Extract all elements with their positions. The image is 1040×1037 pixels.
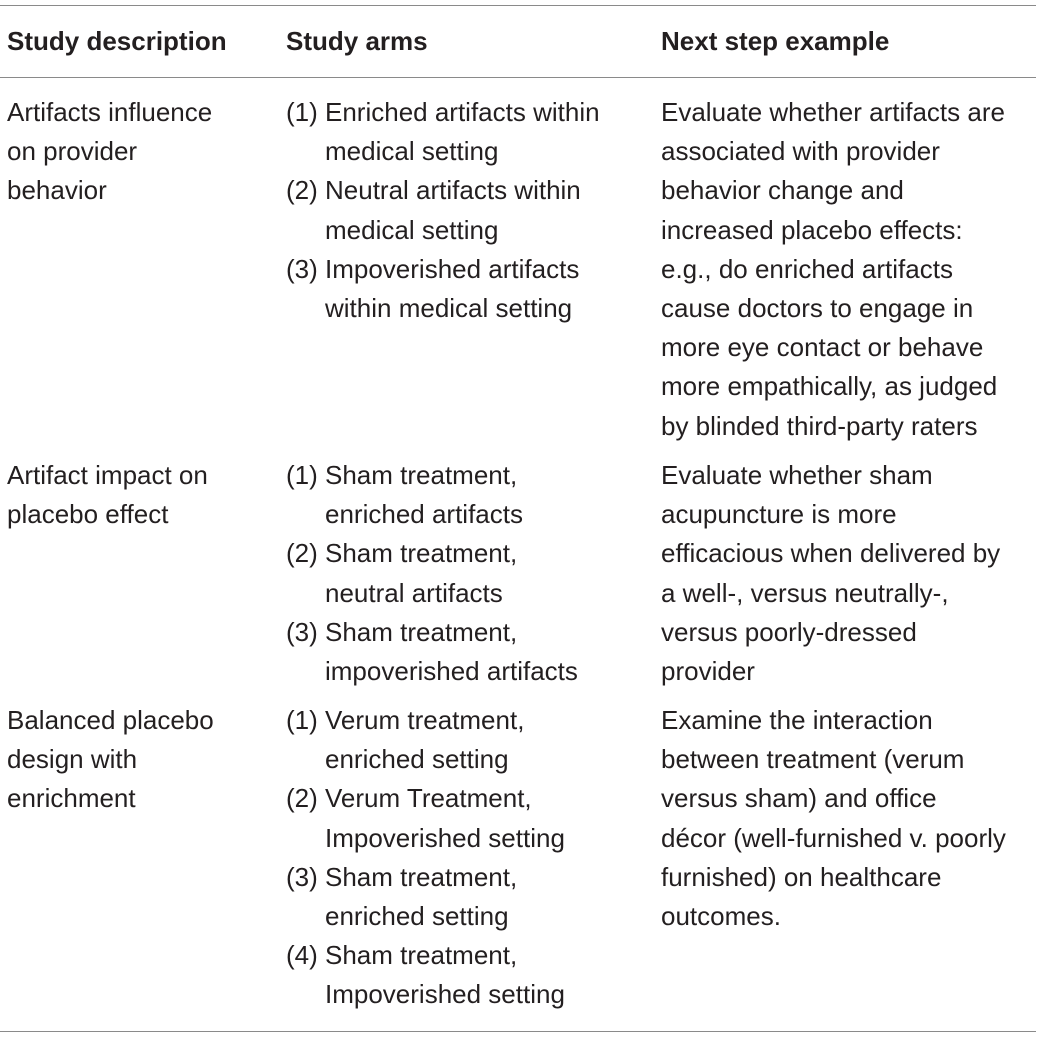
row-3-description-line: Balanced placebo <box>7 705 214 735</box>
arm-number: (3) <box>286 253 318 284</box>
arm-number: (3) <box>286 861 318 892</box>
study-arm <box>286 779 565 857</box>
study-arm <box>286 250 600 328</box>
arm-text: Sham treatment, enriched artifacts <box>325 460 523 530</box>
header-study-description: Study description <box>7 26 227 56</box>
arm-text: Verum Treatment, Impoverished setting <box>325 783 565 853</box>
header-rule <box>0 77 1036 78</box>
arm-text: Verum treatment, enriched setting <box>325 705 525 775</box>
arm-text: Sham treatment, Impoverished setting <box>325 940 565 1010</box>
study-arm <box>286 456 578 534</box>
next-step-line: behavior change and <box>661 175 904 206</box>
arm-number: (1) <box>286 460 318 490</box>
next-step-line: décor (well-furnished v. poorly <box>661 822 1006 853</box>
row-3-description-line: enrichment <box>7 783 136 814</box>
table-bottom-rule <box>0 1031 1036 1032</box>
row-2-arms <box>286 456 578 691</box>
row-2-description-line: Artifact impact on <box>7 460 208 490</box>
next-step-line: Examine the interaction <box>661 705 933 735</box>
next-step-line: provider <box>661 656 755 687</box>
next-step-line: increased placebo effects: <box>661 214 963 245</box>
arm-number: (2) <box>286 175 318 206</box>
row-3-arms <box>286 701 565 1015</box>
arm-number: (4) <box>286 940 318 971</box>
row-2-description <box>7 456 208 534</box>
header-next-step: Next step example <box>661 26 890 56</box>
row-1-description <box>7 93 212 211</box>
arm-number: (2) <box>286 538 318 569</box>
next-step-line: versus poorly-dressed <box>661 616 917 647</box>
arm-text: Enriched artifacts within medical setting <box>325 97 600 167</box>
next-step-line: Evaluate whether sham <box>661 460 933 490</box>
arm-number: (3) <box>286 616 318 647</box>
study-arm <box>286 171 600 249</box>
header-study-arms: Study arms <box>286 26 428 56</box>
row-3-description <box>7 701 214 819</box>
next-step-line: by blinded third-party raters <box>661 410 978 441</box>
next-step-line: outcomes. <box>661 901 781 932</box>
row-1-next-step <box>661 93 1005 446</box>
study-arm <box>286 93 600 171</box>
row-3-description-line: design with <box>7 744 138 775</box>
arm-text: Impoverished artifacts within medical setting <box>325 253 580 324</box>
row-3-next-step <box>661 701 1006 936</box>
arm-number: (1) <box>286 705 318 735</box>
row-1-description-line: Artifacts influence <box>7 97 213 127</box>
next-step-line: between treatment (verum <box>661 744 965 775</box>
next-step-line: associated with provider <box>661 136 940 167</box>
row-2-next-step <box>661 456 1000 691</box>
next-step-line: more empathically, as judged <box>661 371 998 402</box>
study-arm <box>286 858 565 936</box>
next-step-line: versus sham) and office <box>661 783 937 814</box>
row-2-description-line: placebo effect <box>7 499 169 530</box>
arm-text: Sham treatment, impoverished artifacts <box>325 616 578 687</box>
arm-number: (1) <box>286 97 318 127</box>
next-step-line: cause doctors to engage in <box>661 293 974 324</box>
arm-text: Sham treatment, enriched setting <box>325 861 518 932</box>
study-arm <box>286 613 578 691</box>
study-arm <box>286 701 565 779</box>
next-step-line: efficacious when delivered by <box>661 538 1001 569</box>
arm-text: Sham treatment, neutral artifacts <box>325 538 518 608</box>
arm-number: (2) <box>286 783 318 814</box>
next-step-line: furnished) on healthcare <box>661 861 942 892</box>
row-1-arms <box>286 93 600 328</box>
next-step-line: acupuncture is more <box>661 499 897 530</box>
row-1-description-line: behavior <box>7 175 107 206</box>
arm-text: Neutral artifacts within medical setting <box>325 175 581 245</box>
study-arm <box>286 936 565 1014</box>
next-step-line: more eye contact or behave <box>661 332 984 363</box>
next-step-line: e.g., do enriched artifacts <box>661 253 953 284</box>
table-top-rule <box>0 5 1036 6</box>
row-1-description-line: on provider <box>7 136 138 167</box>
study-arm <box>286 534 578 612</box>
next-step-line: a well-, versus neutrally-, <box>661 577 949 608</box>
next-step-line: Evaluate whether artifacts are <box>661 97 1005 127</box>
